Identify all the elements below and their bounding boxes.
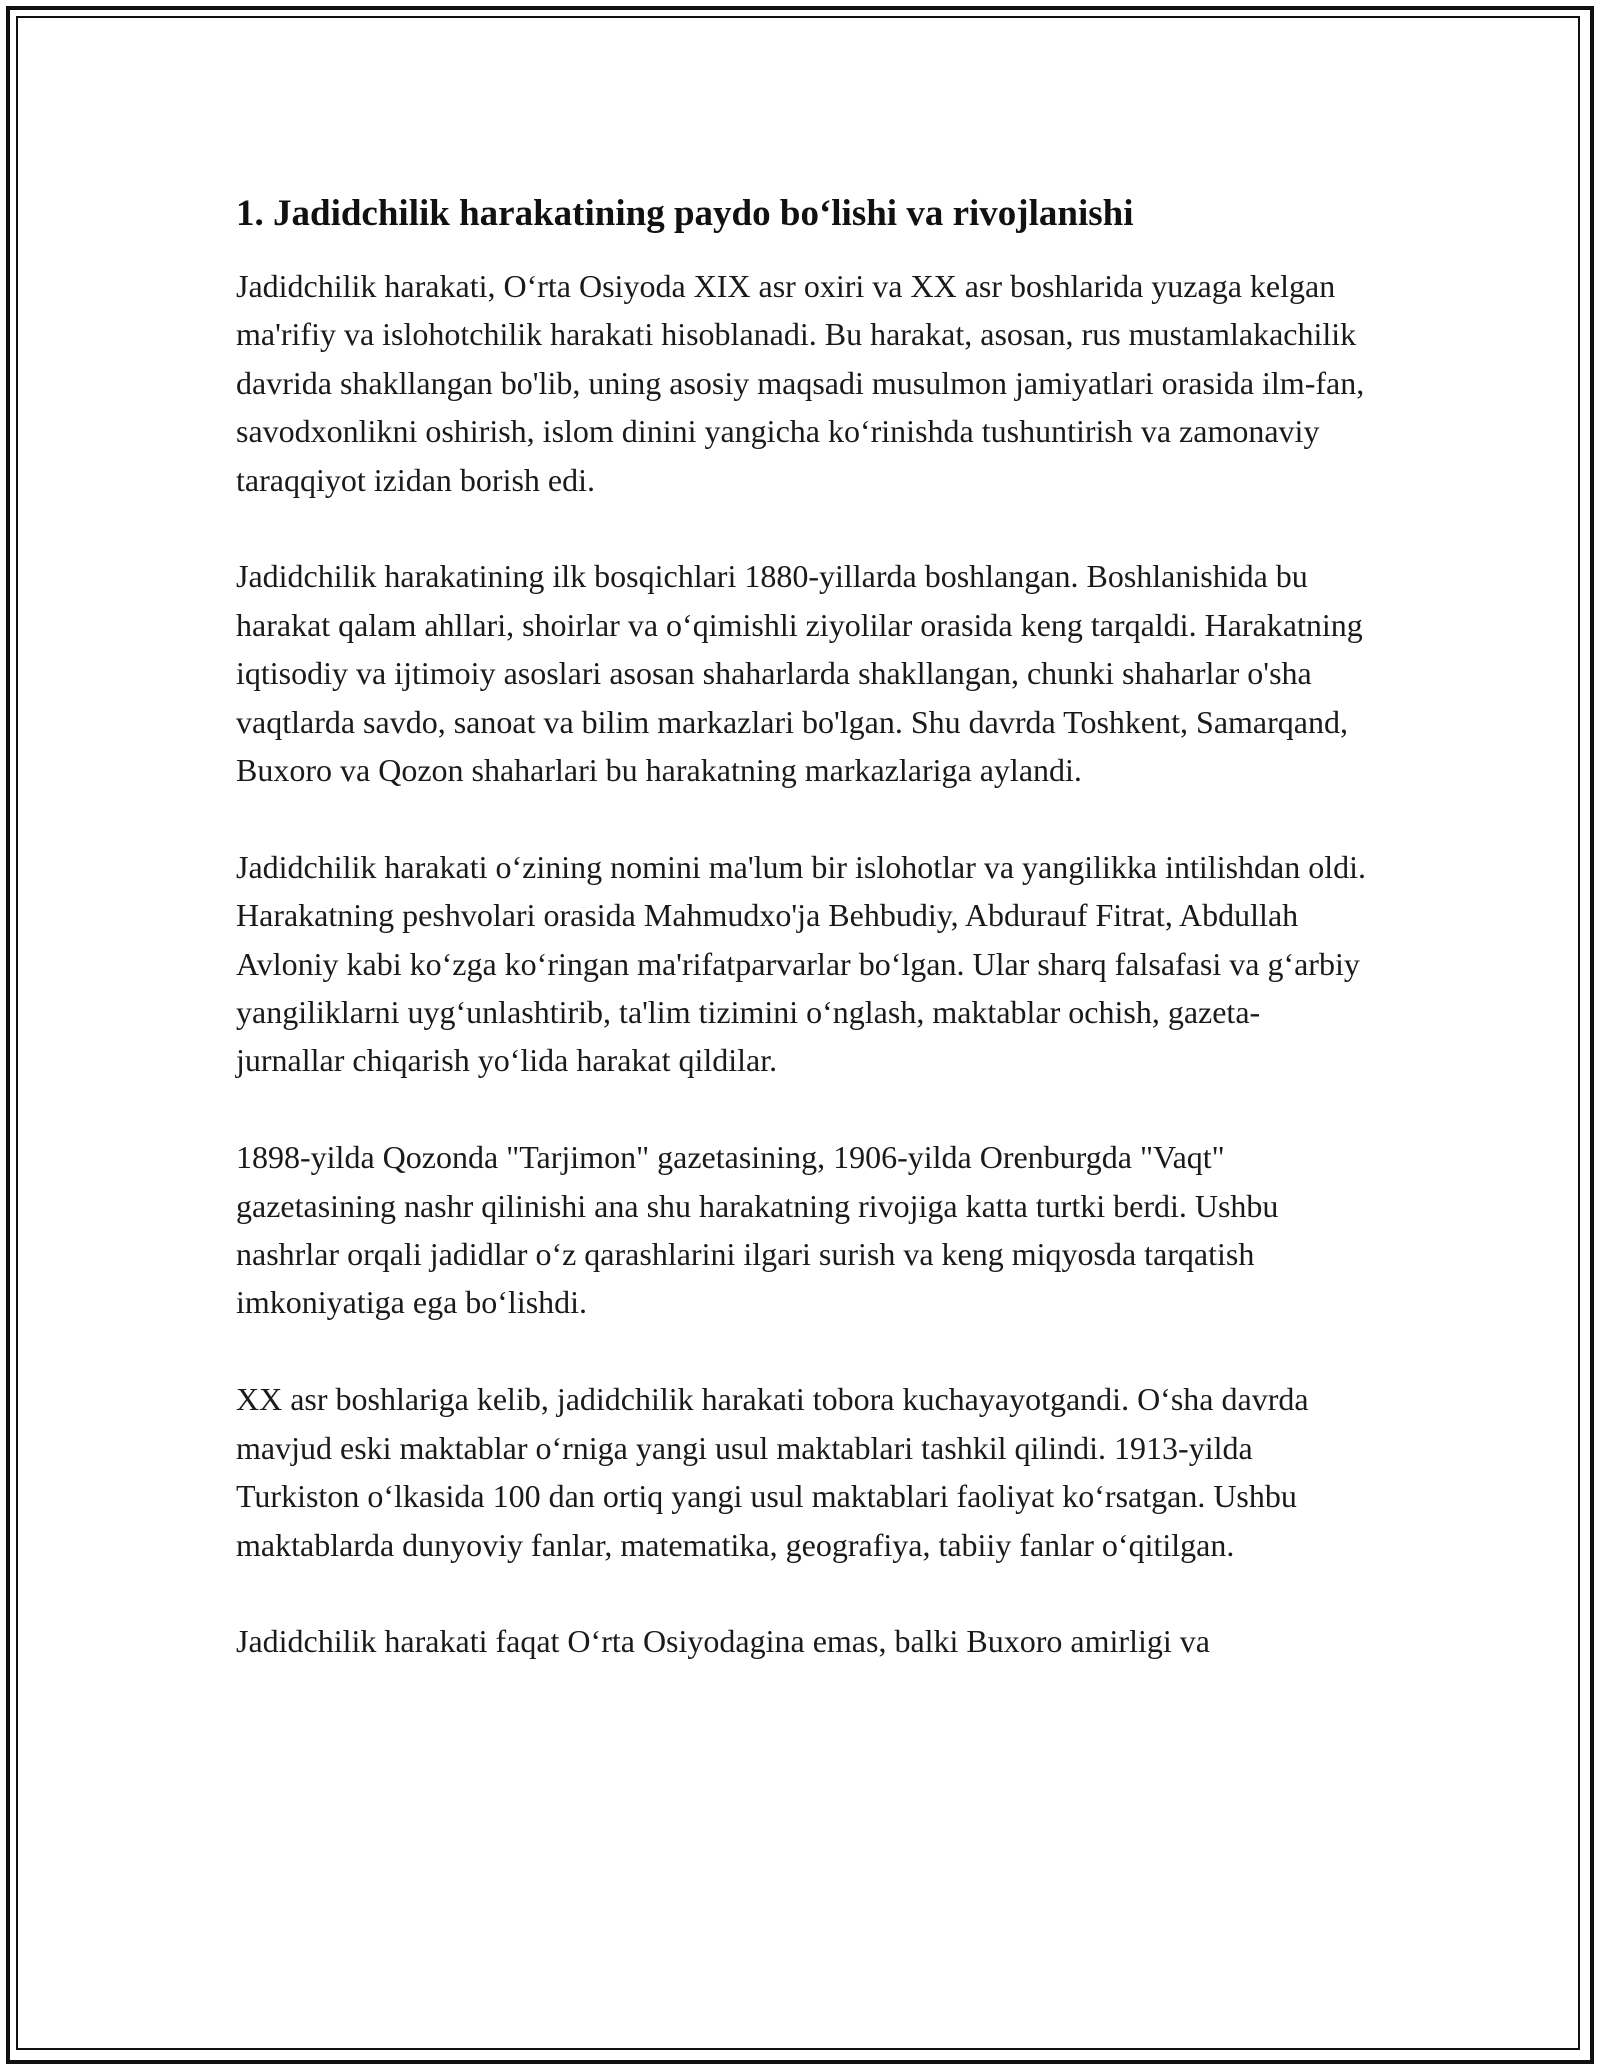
paragraph-intro: Jadidchilik harakati, O‘rta Osiyoda XIX asr oxiri va XX asr boshlarida yuzaga kelgan ma'rifiy va islohotchilik harakati hisoblanadi. Bu harakat, asosan, rus mustamlakachilik davrida shakllangan bo'lib, uning asosiy maqsadi musulmon jamiyatlari orasida ilm-fan, savodxonlikni oshirish, islom dinini yangicha ko‘rinishda tushuntirish va zamonaviy taraqqiyot izidan borish edi. <box>236 268 1365 498</box>
section-title: 1. Jadidchilik harakatining paydo bo‘lishi va rivojlanishi <box>236 193 1134 234</box>
paragraph-leaders: Jadidchilik harakati o‘zining nomini ma'lum bir islohotlar va yangilikka intilishdan oldi. Harakatning peshvolari orasida Mahmudxo'ja Behbudiy, Abdurauf Fitrat, Abdullah Avloniy kabi ko‘zga ko‘ringan ma'rifatparvarlar bo‘lgan. Ular sharq falsafasi va g‘arbiy yangiliklarni uyg‘unlashtirib, ta'lim tizimini o‘nglash, maktablar ochish, gazeta-jurnallar chiqarish yo‘lida harakat qildilar. <box>236 848 1367 1079</box>
paragraph-early-stages: Jadidchilik harakatining ilk bosqichlari 1880-yillarda boshlangan. Boshlanishida bu harakat qalam ahllari, shoirlar va o‘qimishli ziyolilar orasida keng tarqaldi. Harakatning iqtisodiy va ijtimoiy asoslari asosan shaharlarda shakllangan, chunki shaharlar o'sha vaqtlarda savdo, sanoat va bilim markazlari bo'lgan. Shu davrda Toshkent, Samarqand, Buxoro va Qozon shaharlari bu harakatning markazlariga aylandi. <box>236 558 1363 789</box>
paragraph-continued: Jadidchilik harakati faqat O‘rta Osiyodagina emas, balki Buxoro amirligi va <box>236 1623 1210 1660</box>
paragraph-newspapers: 1898-yilda Qozonda "Tarjimon" gazetasining, 1906-yilda Orenburgda "Vaqt" gazetasining nashr qilinishi ana shu harakatning rivojiga katta turtki berdi. Ushbu nashrlar orqali jadidlar o‘z qarashlarini ilgari surish va keng miqyosda tarqatish imkoniyatiga ega bo‘lishdi. <box>236 1139 1279 1321</box>
paragraph-schools: XX asr boshlariga kelib, jadidchilik harakati tobora kuchayayotgandi. O‘sha davrda mavjud eski maktablar o‘rniga yangi usul maktablari tashkil qilindi. 1913-yilda Turkiston o‘lkasida 100 dan ortiq yangi usul maktablari faoliyat ko‘rsatgan. Ushbu maktablarda dunyoviy fanlar, matematika, geografiya, tabiiy fanlar o‘qitilgan. <box>236 1381 1309 1563</box>
document-body <box>236 190 1366 1666</box>
